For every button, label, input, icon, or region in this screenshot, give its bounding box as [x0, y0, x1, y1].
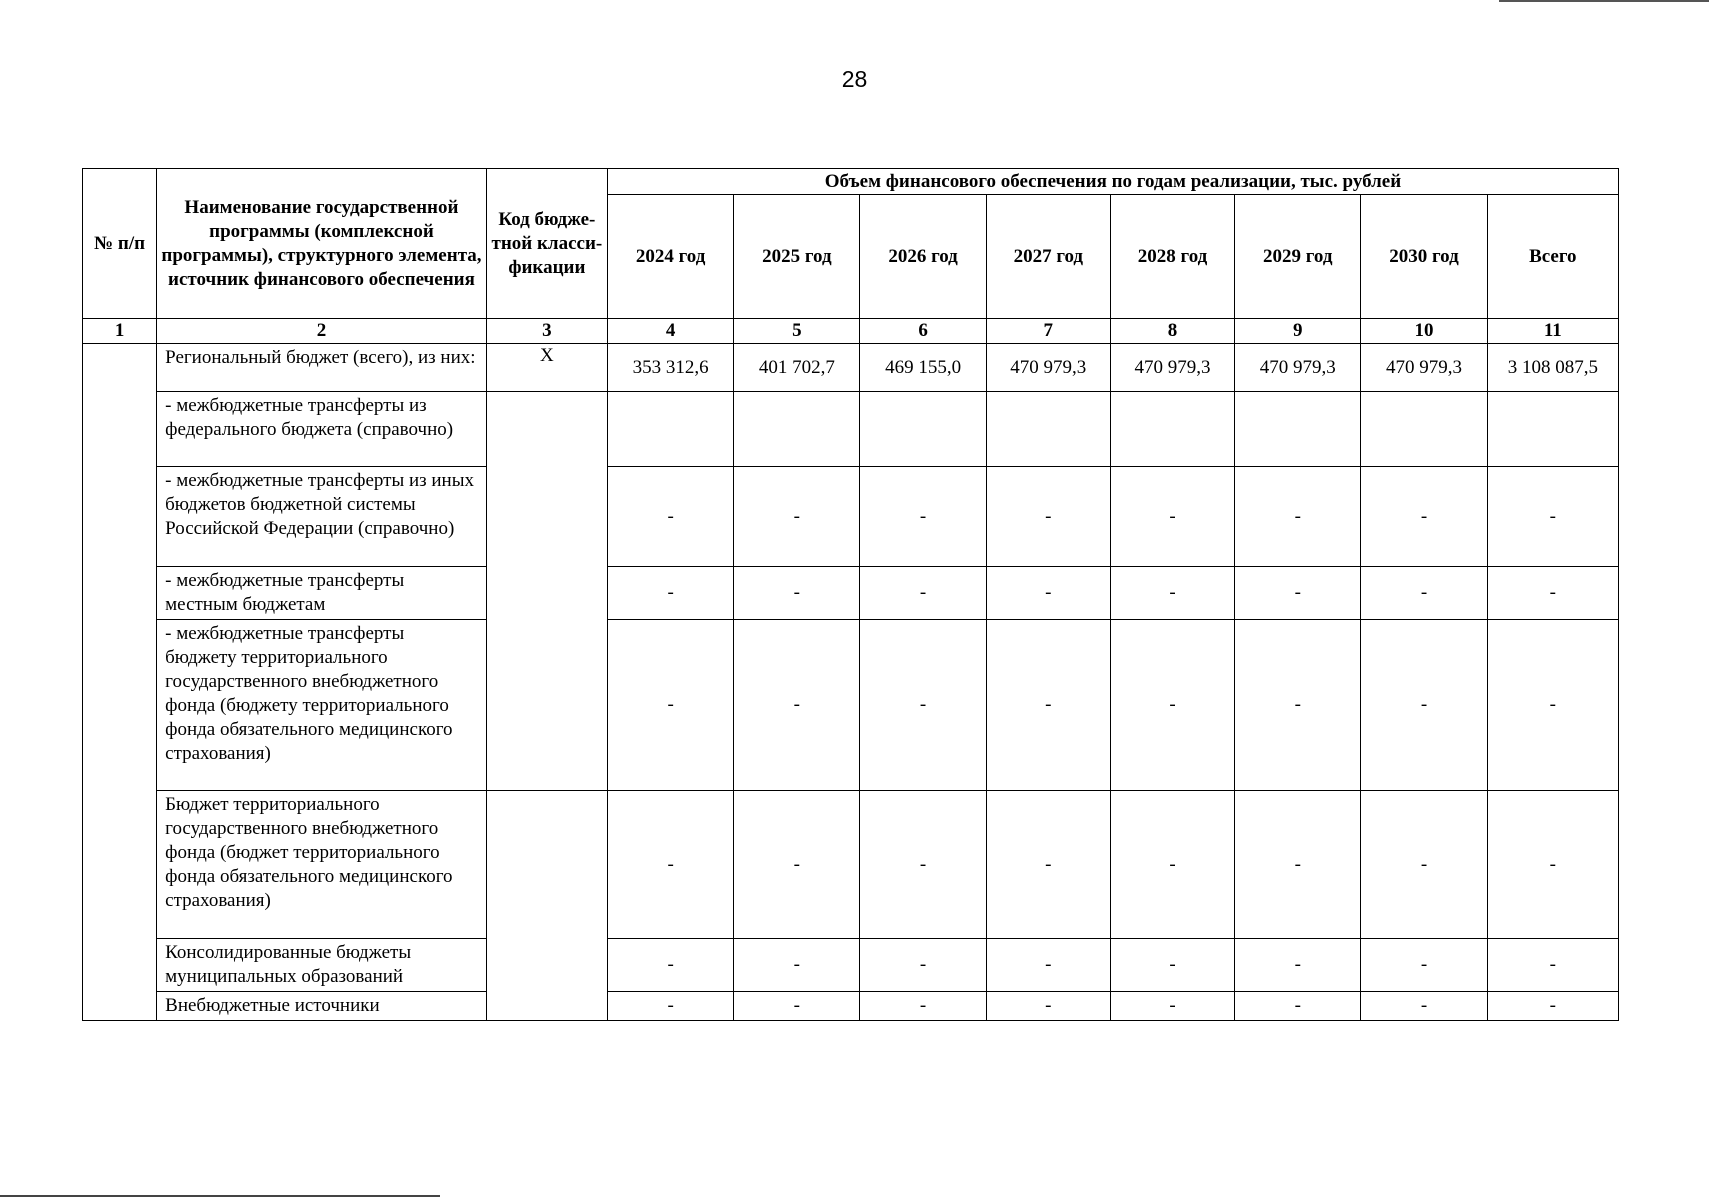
value-cell: -	[1110, 467, 1234, 567]
row-name: - межбюджетные трансферты местным бюджетам	[157, 567, 487, 620]
value-cell: -	[1235, 791, 1361, 939]
value-cell: -	[860, 620, 986, 791]
column-number: 5	[734, 319, 860, 344]
column-number: 9	[1235, 319, 1361, 344]
value-cell	[1487, 392, 1618, 467]
value-cell: -	[1361, 791, 1487, 939]
value-cell: 469 155,0	[860, 344, 986, 392]
value-cell: -	[1361, 467, 1487, 567]
financing-table	[82, 168, 1619, 1021]
header-year: 2024 год	[607, 195, 733, 319]
value-cell: 470 979,3	[986, 344, 1110, 392]
value-cell: -	[1361, 620, 1487, 791]
table-row	[83, 567, 1619, 620]
header-code: Код бюдже-тной класси-фикации	[486, 169, 607, 319]
value-cell: -	[1235, 620, 1361, 791]
table-row	[83, 344, 1619, 392]
value-cell: -	[734, 992, 860, 1021]
header-name: Наименование государственной программы (комплексной программы), структурного элемента, источник финансового обеспечения	[157, 169, 487, 319]
budget-code-empty	[486, 392, 607, 791]
table-row	[83, 992, 1619, 1021]
value-cell	[734, 392, 860, 467]
table-row	[83, 939, 1619, 992]
header-year: 2026 год	[860, 195, 986, 319]
value-cell: -	[607, 567, 733, 620]
value-cell: 470 979,3	[1235, 344, 1361, 392]
value-cell: 401 702,7	[734, 344, 860, 392]
value-cell: -	[734, 567, 860, 620]
value-cell: -	[734, 620, 860, 791]
value-cell: -	[734, 467, 860, 567]
header-year: 2029 год	[1235, 195, 1361, 319]
value-cell: 353 312,6	[607, 344, 733, 392]
table-row	[83, 620, 1619, 791]
value-cell: -	[607, 467, 733, 567]
budget-code-empty	[486, 791, 607, 1021]
header-total: Всего	[1487, 195, 1618, 319]
value-cell: -	[607, 791, 733, 939]
value-cell	[1235, 392, 1361, 467]
value-cell: 470 979,3	[1110, 344, 1234, 392]
header-year: 2027 год	[986, 195, 1110, 319]
row-name: Консолидированные бюджеты муниципальных образований	[157, 939, 487, 992]
value-cell	[1110, 392, 1234, 467]
value-cell: 470 979,3	[1361, 344, 1487, 392]
value-cell: -	[860, 467, 986, 567]
column-number: 11	[1487, 319, 1618, 344]
column-number: 1	[83, 319, 157, 344]
value-cell: -	[1487, 620, 1618, 791]
value-cell: -	[1487, 467, 1618, 567]
value-cell: -	[1235, 567, 1361, 620]
page-number: 28	[841, 66, 868, 92]
value-cell: -	[986, 992, 1110, 1021]
value-cell: -	[1361, 939, 1487, 992]
value-cell: -	[1110, 791, 1234, 939]
value-cell: -	[1361, 567, 1487, 620]
value-cell: -	[1235, 992, 1361, 1021]
column-number: 4	[607, 319, 733, 344]
value-cell	[607, 392, 733, 467]
column-number: 6	[860, 319, 986, 344]
table-row	[83, 791, 1619, 939]
value-cell: -	[1487, 791, 1618, 939]
value-cell: -	[734, 791, 860, 939]
column-number: 2	[157, 319, 487, 344]
value-cell: -	[860, 992, 986, 1021]
value-cell: -	[860, 791, 986, 939]
row-name: - межбюджетные трансферты из иных бюджетов бюджетной системы Российской Федерации (справочно)	[157, 467, 487, 567]
value-cell	[1361, 392, 1487, 467]
header-year: 2028 год	[1110, 195, 1234, 319]
table-row	[83, 392, 1619, 467]
value-cell: -	[986, 620, 1110, 791]
value-cell: -	[986, 567, 1110, 620]
row-name: - межбюджетные трансферты бюджету территориального государственного внебюджетного фонда (бюджету территориального фонда обязательного медицинского страхования)	[157, 620, 487, 791]
scan-edge-line-top	[1499, 0, 1709, 2]
row-name: Региональный бюджет (всего), из них:	[157, 344, 487, 392]
value-cell: -	[1110, 620, 1234, 791]
row-name: - межбюджетные трансферты из федерального бюджета (справочно)	[157, 392, 487, 467]
value-cell: -	[1110, 992, 1234, 1021]
header-volume: Объем финансового обеспечения по годам реализации, тыс. рублей	[607, 169, 1618, 195]
header-num: № п/п	[83, 169, 157, 319]
budget-code: X	[486, 344, 607, 392]
value-cell: -	[734, 939, 860, 992]
value-cell: -	[607, 620, 733, 791]
value-cell: -	[986, 467, 1110, 567]
value-cell: -	[1110, 939, 1234, 992]
value-cell: -	[607, 992, 733, 1021]
scan-edge-line-bottom	[0, 1195, 440, 1197]
row-number-cell	[83, 344, 157, 1021]
column-number: 8	[1110, 319, 1234, 344]
column-number: 3	[486, 319, 607, 344]
column-number: 7	[986, 319, 1110, 344]
value-cell: -	[1361, 992, 1487, 1021]
row-name: Бюджет территориального государственного внебюджетного фонда (бюджет территориального фонда обязательного медицинского страхования)	[157, 791, 487, 939]
value-cell: -	[986, 939, 1110, 992]
row-name: Внебюджетные источники	[157, 992, 487, 1021]
value-cell: -	[1487, 939, 1618, 992]
value-cell: -	[1235, 467, 1361, 567]
value-cell: -	[860, 939, 986, 992]
value-cell: -	[607, 939, 733, 992]
value-cell: -	[1487, 567, 1618, 620]
value-cell: -	[860, 567, 986, 620]
header-year: 2025 год	[734, 195, 860, 319]
column-number-row	[83, 319, 1619, 344]
value-cell: -	[986, 791, 1110, 939]
value-cell: -	[1110, 567, 1234, 620]
value-cell: -	[1235, 939, 1361, 992]
header-year: 2030 год	[1361, 195, 1487, 319]
value-cell: -	[1487, 992, 1618, 1021]
value-cell	[860, 392, 986, 467]
table-row	[83, 467, 1619, 567]
value-cell	[986, 392, 1110, 467]
value-cell: 3 108 087,5	[1487, 344, 1618, 392]
column-number: 10	[1361, 319, 1487, 344]
